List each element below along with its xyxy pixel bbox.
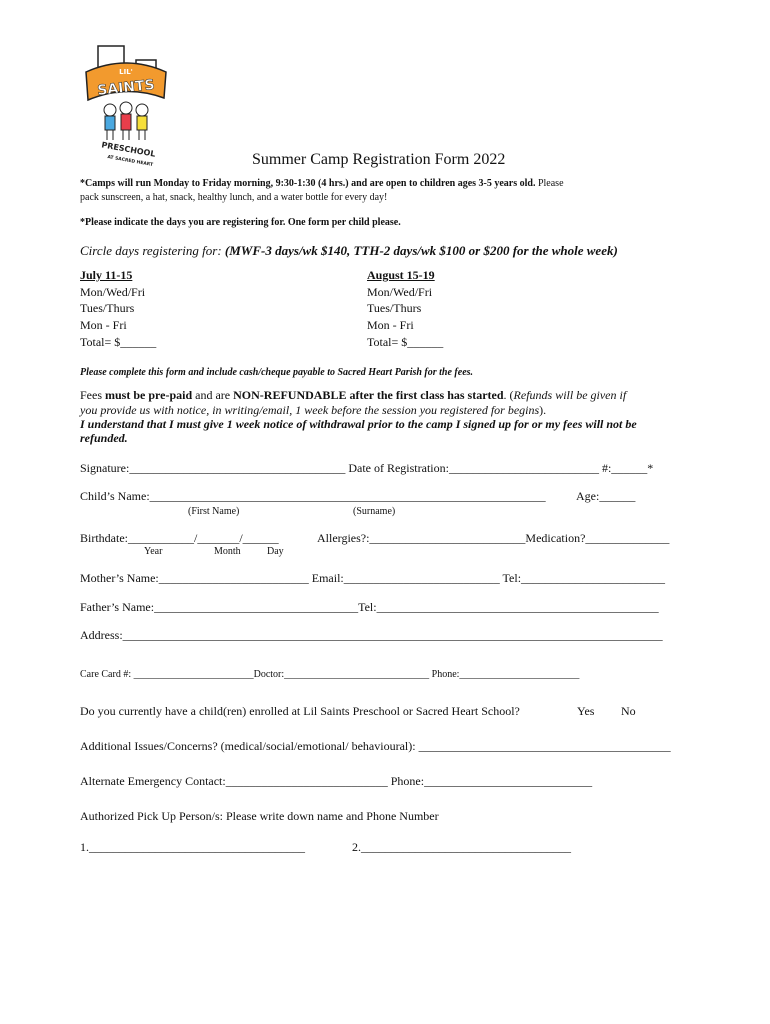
fees-prepaid: must be pre-paid xyxy=(105,388,193,402)
camp-hours-note xyxy=(80,178,564,189)
father-contact-field[interactable]: Father’s Name:__________________________________Tel:_______________________________________________ xyxy=(80,600,659,614)
fees-line-2 xyxy=(80,403,546,418)
camp-hours-rest: Please xyxy=(537,178,564,189)
circle-days-prefix: Circle days registering for: xyxy=(80,243,222,258)
signature-date-field[interactable]: Signature:____________________________________ Date of Registration:_________________________ #:______* xyxy=(80,461,654,475)
page-title: Summer Camp Registration Form 2022 xyxy=(252,151,506,168)
payment-note: Please complete this form and include cash/cheque payable to Sacred Heart Parish for the fees. xyxy=(80,367,474,378)
age-field[interactable]: Age:______ xyxy=(576,489,636,503)
additional-issues-field[interactable]: Additional Issues/Concerns? (medical/social/emotional/ behavioural): __________________________________________ xyxy=(80,739,671,753)
session-august xyxy=(367,267,443,351)
fees-line-3: I understand that I must give 1 week notice of withdrawal prior to the camp I signed up for or my fees will not be xyxy=(80,417,637,431)
child-name-field[interactable]: Child’s Name:__________________________________________________________________ xyxy=(80,489,546,503)
session-option[interactable]: Mon - Fri xyxy=(367,318,414,333)
circle-days-prices: (MWF-3 days/wk $140, TTH-2 days/wk $100 or $200 for the whole week) xyxy=(224,243,618,258)
first-name-caption: (First Name) xyxy=(188,506,240,517)
fees-text: Fees xyxy=(80,388,105,402)
surname-caption: (Surname) xyxy=(353,506,396,517)
logo-sacred-heart: AT SACRED HEART xyxy=(106,155,154,168)
session-heading: August 15-19 xyxy=(367,268,435,282)
session-option[interactable]: Mon - Fri xyxy=(80,318,127,333)
enrolled-yes[interactable]: Yes xyxy=(577,704,595,718)
session-option[interactable]: Mon/Wed/Fri xyxy=(80,284,146,299)
fees-notice: you provide us with notice, in writing/email, 1 week before the session you registered for begins xyxy=(80,403,540,417)
emergency-contact-field[interactable]: ___________________________ xyxy=(225,774,388,788)
fees-refunds: Refunds will be given if xyxy=(513,388,627,402)
fees-text: and are xyxy=(192,388,234,402)
circle-days-line xyxy=(80,243,618,259)
session-option[interactable]: Tues/Thurs xyxy=(367,301,422,316)
enrolled-question: Do you currently have a child(ren) enrolled at Lil Saints Preschool or Sacred Heart School? xyxy=(80,704,520,718)
month-caption: Month xyxy=(214,546,241,557)
care-card-doctor-phone-field[interactable]: Care Card #: ________________________Doctor:_____________________________ Phone:________________________ xyxy=(80,669,580,680)
fees-text: . ( xyxy=(503,388,514,402)
emergency-phone-label: Phone: xyxy=(390,774,425,788)
birthdate-field[interactable]: Birthdate:___________/_______/______ xyxy=(80,531,279,545)
allergies-medication-field[interactable]: Allergies?:__________________________Medication?______________ xyxy=(317,531,670,545)
session-option[interactable]: Tues/Thurs xyxy=(80,301,135,316)
fees-line-1 xyxy=(80,388,626,403)
session-total[interactable]: Total= $______ xyxy=(80,334,157,349)
children-figures xyxy=(104,102,148,140)
session-heading: July 11-15 xyxy=(80,268,133,282)
pickup-instructions: Authorized Pick Up Person/s: Please write down name and Phone Number xyxy=(80,809,439,823)
year-caption: Year xyxy=(144,546,163,557)
logo-preschool: PRESCHOOL xyxy=(100,140,157,159)
pickup-person-2-field[interactable]: 2.___________________________________ xyxy=(352,840,571,854)
session-july xyxy=(80,267,156,351)
session-total[interactable]: Total= $______ xyxy=(367,334,444,349)
pickup-person-1-field[interactable]: 1.____________________________________ xyxy=(80,840,305,854)
lil-saints-logo xyxy=(80,44,172,172)
logo-lil: LIL' xyxy=(119,68,133,76)
fees-text: ). xyxy=(539,403,547,417)
mother-contact-field[interactable]: Mother’s Name:_________________________ Email:__________________________ Tel:________________________ xyxy=(80,571,666,585)
days-note: *Please indicate the days you are registering for. One form per child please. xyxy=(80,217,401,228)
camp-hours-bold: *Camps will run Monday to Friday morning, 9:30-1:30 (4 hrs.) and are open to children ages 3-5 years old. xyxy=(80,178,536,189)
address-field[interactable]: Address:__________________________________________________________________________________________ xyxy=(80,628,663,642)
enrolled-no[interactable]: No xyxy=(621,704,636,718)
logo-saints: SAINTS xyxy=(96,77,156,99)
camp-hours-line2: pack sunscreen, a hat, snack, healthy lunch, and a water bottle for every day! xyxy=(80,192,388,203)
emergency-contact-label: Alternate Emergency Contact: xyxy=(80,774,226,788)
emergency-contact-row xyxy=(80,774,592,789)
emergency-phone-field[interactable]: ____________________________ xyxy=(424,774,593,788)
day-caption: Day xyxy=(267,546,284,557)
session-option[interactable]: Mon/Wed/Fri xyxy=(367,284,433,299)
fees-line-4: refunded. xyxy=(80,431,128,445)
fees-nonrefundable: NON-REFUNDABLE after the first class has started xyxy=(233,388,504,402)
